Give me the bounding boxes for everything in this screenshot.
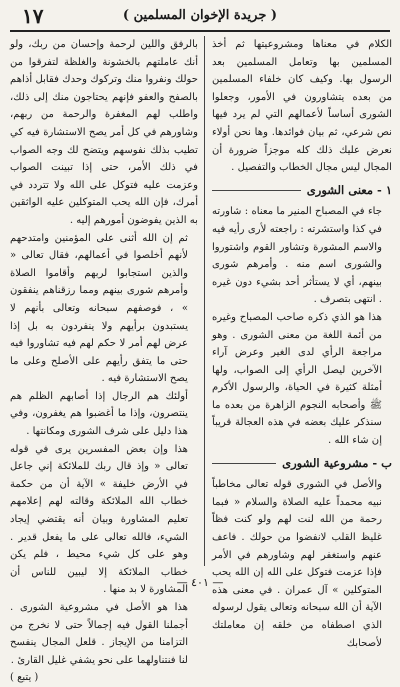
heading-rule xyxy=(212,463,276,464)
left-paragraph-mid-2: أولئك هم الرجال إذا أصابهم الظلم هم ينتصرون، وإذا ما أغضبوا هم يغفرون، وفي هذا دليل على شرف الشورى ومكانتها . xyxy=(10,390,188,438)
meaning-paragraph: جاء في المصباح المنير ما معناه : شاورته في كذا واستشرته : راجعته لأرى رأيه فيه والاسم المشورة وتشاور القوم واشتوروا والشورى اسم منه . وأمرهم شورى بينهم، أي لا يستأثر أحد بشيء دون غيره . انتهى بتصرف . xyxy=(212,206,382,306)
section-heading-meaning-text: ١ - معنى الشورى xyxy=(306,182,392,197)
left-paragraph-quote: هذا وإن بعض المفسرين يرى في قوله تعالى « وإذ قال ربك للملائكة إني جاعل في الأرض خليفة » الآية أن من حكمة خطاب الله الملائكة وقالته لهم إعلامهم تعليم المشاورة وبيان أنه يقتضي إيجاد الشيء، فالله تعالى على ما يفعل قدير . وهو على كل شيء محيط ، فلم يكن خطاب الملائكة إلا ليبين للناس أن المشاورة لا بد منها . xyxy=(10,443,188,596)
page-footer-number: — ٤٠١ — xyxy=(176,576,224,589)
column-divider xyxy=(204,36,205,566)
right-column xyxy=(212,36,392,649)
heading-rule xyxy=(212,190,301,191)
left-paragraph-mid: ثم إن الله أثنى على المؤمنين وامتدحهم لأنهم أخلصوا في أعمالهم، فقال تعالى « والذين استجابوا لربهم وأقاموا الصلاة وأمرهم شورى بينهم ومما رزقناهم ينفقون » ، فوصفهم سبحانه وتعالى بأنهم لا يستبدون برأيهم ولا ينفردون به بل إذا عرض لهم أمر لا حكم لهم فيه تشاوروا فيه حتى ما يتفق رأيهم على الأصلح وعلى ما يصح الاستشارة فيه . xyxy=(10,232,188,385)
section-heading-legitimacy-text: ب - مشروعية الشورى xyxy=(282,455,392,470)
section-heading-legitimacy xyxy=(212,455,392,473)
intro-paragraph: الكلام في معناها ومشروعيتها ثم أخذ المسلمين بها وتعامل المسلمين بعد الرسول بها. وكيف كان خلفاء المسلمين من بعده يتشاورون في الأمور، وجعلوا الشورى أساساً لأعمالهم التي لم يرد فيها نص شرعي، ثم بيان فوائدها. وها نحن أولاء نعرض عليك ذلك كله موجزاً ضرورة أن المجال ليس مجال الخطاب والتفصيل . xyxy=(212,39,392,174)
left-paragraph-bottom: هذا هو الأصل في مشروعية الشورى . أجملنا القول فيه إجمالاً حتى لا نخرج من التزامنا من الإيجاز . قلعل المجال ينفسح لنا فنتناولهما على نحو يشفي غليل القارئ . xyxy=(10,602,188,666)
meaning-paragraph-2: هذا هو الذي ذكره صاحب المصباح وغيره من أئمة اللغة من معنى الشورى . وهو مراجعة الرأي لدى الغير وعرض آراء الآخرين ليصل الرأي إلى الصواب، ولها أمثلة كثيرة في الحياة، والرسول الأكرم ﷺ وأصحابه النجوم الزاهرة من بعده ما سنذكر عليك بعضه في هذه العجالة قريباً إن شاء الله . xyxy=(212,311,382,447)
left-paragraph-top: بالرفق واللين لرحمة وإحسان من ربك، ولو أنك عاملتهم بالخشونة والغلظة لتفرقوا من حولك ونفروا منك وتركوك وحدك فقابل أذاهم بالصفح والعفو فإنهم يحتاجون منك إلى ذلك، واطلب لهم المغفرة والرحمة من ربهم، وشاورهم في كل أمر يصح الاستشارة فيه كي تطيب بذلك نفوسهم ويتضح لك وجه الصواب في ذلك الأمر، حتى إذا تبينت الصواب وعزمت عليه فتوكل على الله ولا تتردد في أمرك، فإن الله يحب المتوكلين عليه الواثقين به الذين يفوضون أمورهم إليه . xyxy=(10,39,198,226)
page-header xyxy=(8,4,392,30)
continued-note: ( يتبع ) xyxy=(10,672,39,684)
journal-title: ( جريدة الإخوان المسلمين ) xyxy=(122,8,278,23)
page-number: ١٧ xyxy=(22,4,44,28)
header-rule xyxy=(10,30,390,32)
legitimacy-paragraph: والأصل في الشورى قوله تعالى مخاطباً نبيه محمداً عليه الصلاة والسلام « فبما رحمة من الله لنت لهم ولو كنت فظاً غليظ القلب لانفضوا من حولك . فاعف عنهم واستغفر لهم وشاورهم في الأمر فإذا عزمت فتوكل على الله إن الله يحب المتوكلين » آل عمران . في معنى هذه الآية أن الله سبحانه وتعالى يقول لرسوله الذي اصطفاه من خلقه إن معاملتك لأصحابك xyxy=(212,479,382,649)
section-heading-meaning xyxy=(212,182,392,200)
left-column xyxy=(10,36,198,684)
